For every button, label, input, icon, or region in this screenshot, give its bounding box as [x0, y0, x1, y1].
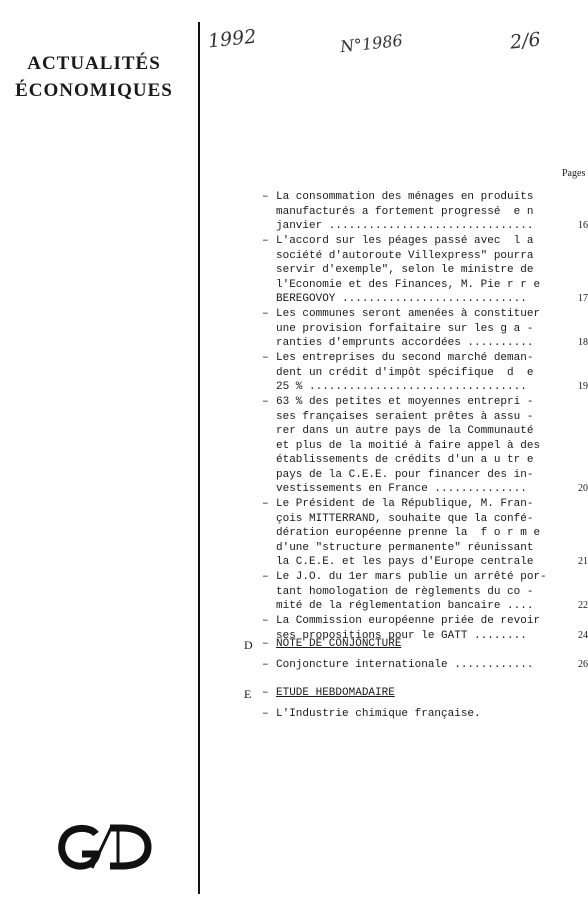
- toc-entry-page: 18: [578, 337, 588, 348]
- section-d-entry-text: Conjoncture internationale ............: [276, 659, 534, 671]
- section-letter-e: E: [244, 687, 252, 701]
- handwritten-number: N°1986: [339, 30, 404, 57]
- toc-entry-dash: –: [262, 235, 269, 247]
- masthead-line-1: ACTUALITÉS: [27, 53, 161, 74]
- toc-entry-line: d'une "structure permanente" réunissant: [276, 541, 534, 554]
- toc-entry-page: 16: [578, 220, 588, 231]
- section-dash: –: [262, 638, 269, 650]
- toc-entry-line: janvier ...............................: [276, 220, 534, 232]
- toc-entry-page: 19: [578, 381, 588, 392]
- toc-entry-line: manufacturés a fortement progressé e n: [276, 205, 534, 218]
- toc-entry-dash: –: [262, 571, 269, 583]
- section-d-page: 26: [578, 659, 588, 670]
- toc-entry-dash: –: [262, 498, 269, 510]
- toc-entry-line: établissements de crédits d'un a u tr e: [276, 454, 534, 466]
- toc-entry-dash: –: [262, 615, 269, 627]
- toc-entry-line: pays de la C.E.E. pour financer des in-: [276, 468, 534, 481]
- pages-column-header: Pages: [562, 168, 586, 179]
- toc-entry-line: Les entreprises du second marché deman-: [276, 352, 534, 364]
- toc-entry-line: 63 % des petites et moyennes entrepri -: [276, 396, 534, 408]
- toc-entry-line: tant homologation de règlements du co -: [276, 585, 534, 598]
- section-letter-d: D: [244, 638, 253, 652]
- toc-entry-line: dération européenne prenne la f o r m e: [276, 527, 541, 539]
- toc-entry-line: mité de la réglementation bancaire ....: [276, 600, 534, 612]
- toc-entry-line: vestissements en France ..............: [276, 483, 527, 495]
- toc-entry-page: 21: [578, 556, 588, 567]
- toc-entry-line: Le J.O. du 1er mars publie un arrêté por-: [276, 571, 547, 583]
- toc-entry-line: La Commission européenne priée de revoir: [276, 615, 541, 627]
- toc-entry-dash: –: [262, 352, 269, 364]
- toc-entry-line: une provision forfaitaire sur les g a -: [276, 322, 534, 335]
- toc-entry-line: rer dans un autre pays de la Communauté: [276, 425, 534, 437]
- toc-entry-line: La consommation des ménages en produits: [276, 191, 534, 203]
- vertical-rule: [198, 22, 200, 894]
- handwritten-year: 1992: [206, 25, 258, 53]
- toc-entry-page: 22: [578, 600, 588, 611]
- toc-entry-dash: –: [262, 191, 269, 203]
- section-e-entry-text: L'Industrie chimique française.: [276, 708, 481, 720]
- toc-entry-page: 24: [578, 629, 588, 641]
- toc-entry-dash: –: [262, 396, 269, 408]
- toc-entry-line: ses françaises seraient prêtes à assu -: [276, 410, 534, 423]
- toc-entry-line: servir d'exemple", selon le ministre de: [276, 264, 534, 276]
- section-dash: –: [262, 687, 269, 699]
- toc-entry-page: 17: [578, 293, 588, 304]
- section-title-e: ETUDE HEBDOMADAIRE: [276, 687, 395, 699]
- toc-entry-line: 25 % .................................: [276, 381, 527, 393]
- masthead: [8, 50, 180, 104]
- toc-entry-line: ranties d'emprunts accordées ..........: [276, 337, 534, 349]
- toc-entry-line: L'accord sur les péages passé avec l a: [276, 235, 534, 247]
- toc-entry-line: çois MITTERRAND, souhaite que la confé-: [276, 512, 534, 525]
- toc-entry-line: société d'autoroute Villexpress" pourra: [276, 249, 534, 262]
- gd-logo: [52, 822, 152, 872]
- toc-entry-line: Les communes seront amenées à constituer: [276, 308, 541, 320]
- toc-entry-dash: –: [262, 308, 269, 320]
- toc-entry-line: ses propositions pour le GATT ........: [276, 629, 527, 642]
- toc-entry-line: dent un crédit d'impôt spécifique d e: [276, 366, 534, 379]
- toc-entry-page: 20: [578, 483, 588, 494]
- toc-entry-line: la C.E.E. et les pays d'Europe centrale: [276, 556, 534, 568]
- toc-entry-line: BEREGOVOY ............................: [276, 293, 527, 305]
- toc-entry-line: l'Economie et des Finances, M. Pie r r e: [276, 278, 541, 291]
- handwritten-sheet: 2/6: [508, 28, 542, 54]
- toc-entry-line: Le Président de la République, M. Fran-: [276, 498, 534, 510]
- masthead-line-2: ÉCONOMIQUES: [15, 80, 173, 101]
- toc-entry-line: et plus de la moitié à faire appel à des: [276, 439, 541, 452]
- section-title-d: NOTE DE CONJONCTURE: [276, 638, 402, 650]
